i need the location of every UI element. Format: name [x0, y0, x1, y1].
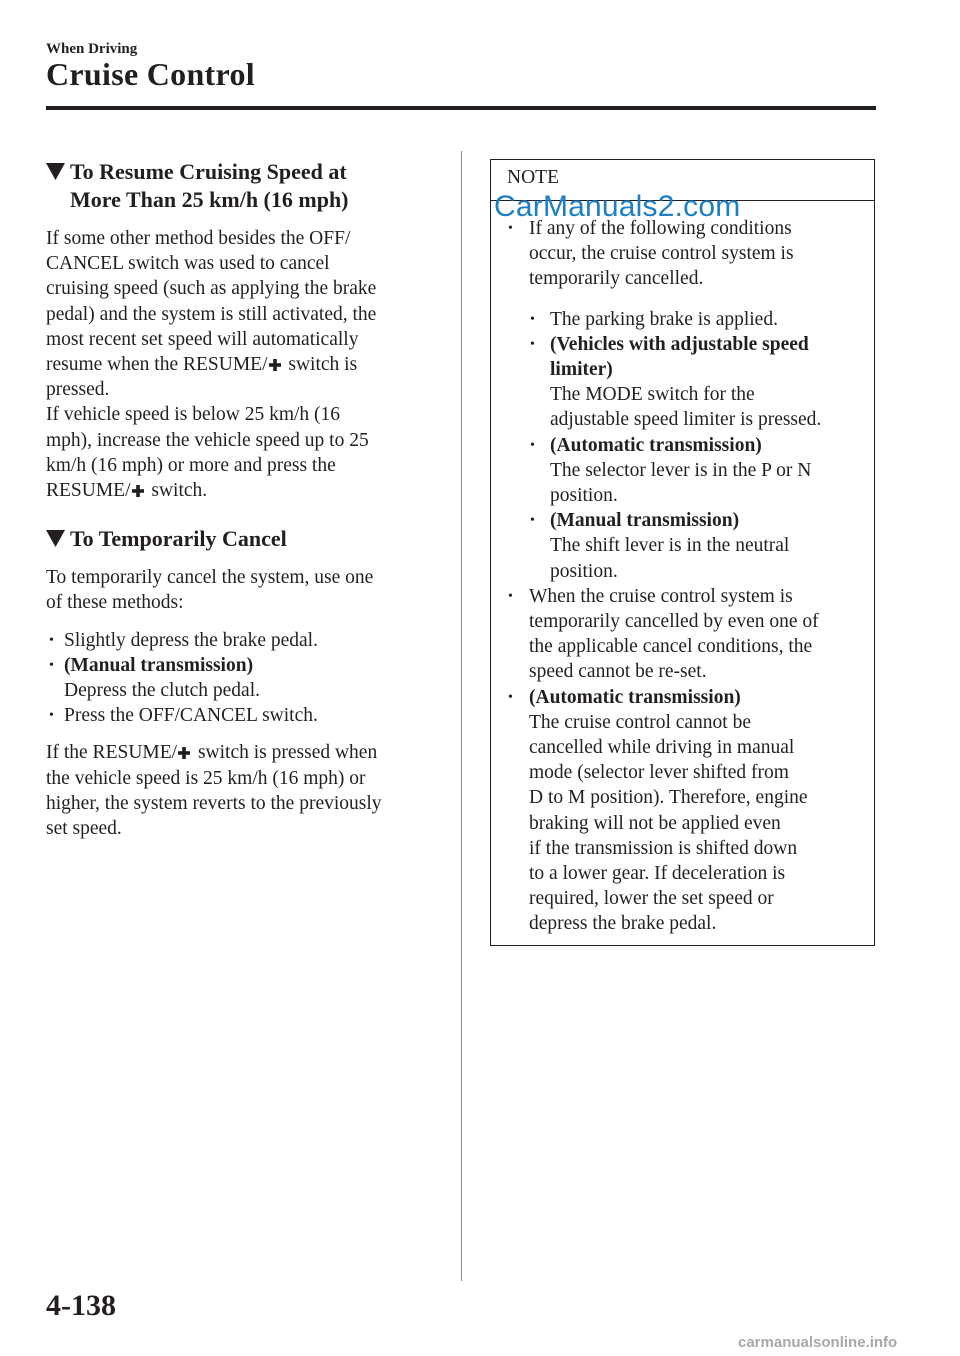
left-column	[46, 158, 442, 841]
plus-icon	[269, 359, 281, 371]
list-item: • (Manual transmission) Depress the clutch pedal.	[46, 653, 442, 703]
cancel-heading: To Temporarily Cancel	[46, 525, 442, 553]
watermark-bottom: carmanualsonline.info	[738, 1334, 898, 1351]
note-heading: NOTE	[507, 167, 559, 188]
resume-paragraph-2: If vehicle speed is below 25 km/h (16 mph), increase the vehicle speed up to 25 km/h (16 mph) or more and press the RESUME/ switch.	[46, 404, 369, 502]
watermark-top: CarManuals2.com	[494, 190, 741, 223]
header-rule	[46, 106, 876, 110]
section-label: When Driving	[46, 41, 138, 57]
plus-icon	[178, 747, 190, 759]
chapter-title: Cruise Control	[46, 56, 255, 92]
column-divider	[461, 151, 462, 1281]
list-item: • The parking brake is applied.	[529, 307, 864, 332]
resume-paragraph-1: If some other method besides the OFF/ CANCEL switch was used to cancel cruising speed (such as applying the brake pedal) and the system is still activated, the most recent set speed will automatically resume when the RESUME/ switch is pressed.	[46, 228, 377, 401]
resume-heading	[46, 158, 442, 214]
list-item: • Press the OFF/CANCEL switch.	[46, 703, 442, 728]
cancel-methods-list	[46, 628, 442, 729]
resume-heading-line1: To Resume Cruising Speed at	[70, 159, 347, 184]
note-list	[506, 216, 864, 937]
list-item: • (Vehicles with adjustable speed limiter) The MODE switch for the adjustable speed limiter is pressed.	[529, 332, 864, 433]
triangle-down-icon	[46, 525, 70, 553]
conditions-list	[529, 307, 864, 584]
cancel-intro: To temporarily cancel the system, use one of these methods:	[46, 567, 374, 614]
list-item: • (Automatic transmission) The selector lever is in the P or N position.	[529, 433, 864, 509]
list-item: • (Automatic transmission) The cruise control cannot be cancelled while driving in manual mode (selector lever shifted from D to M position). Therefore, engine braking will not be applied even if the transmission is shifted down to a lower gear. If deceleration is required, lower the set speed or depress the brake pedal.	[506, 685, 864, 937]
note-body	[506, 216, 864, 937]
list-item: • When the cruise control system is temporarily cancelled by even one of the applicable cancel conditions, the speed cannot be re-set.	[506, 584, 864, 685]
page-number: 4-138	[46, 1289, 116, 1322]
list-item: • Slightly depress the brake pedal.	[46, 628, 442, 653]
list-item: • (Manual transmission) The shift lever is in the neutral position.	[529, 508, 864, 584]
note-box	[490, 159, 875, 946]
plus-icon	[132, 485, 144, 497]
list-item: • If any of the following conditions occur, the cruise control system is temporarily cancelled. • The parking brake is applied. • (Vehicles with adjustable speed limiter) The MODE switch for the adjustable speed limiter is pressed. • (Automatic transmission) The selector lever is in the P or N position. • (Manual transmission) The shift lever is in the neutral position.	[506, 216, 864, 584]
triangle-down-icon	[46, 158, 70, 214]
resume-heading-line2: More Than 25 km/h (16 mph)	[70, 187, 349, 212]
cancel-resume-paragraph: If the RESUME/ switch is pressed when the vehicle speed is 25 km/h (16 mph) or higher, the system reverts to the previously set speed.	[46, 742, 382, 840]
